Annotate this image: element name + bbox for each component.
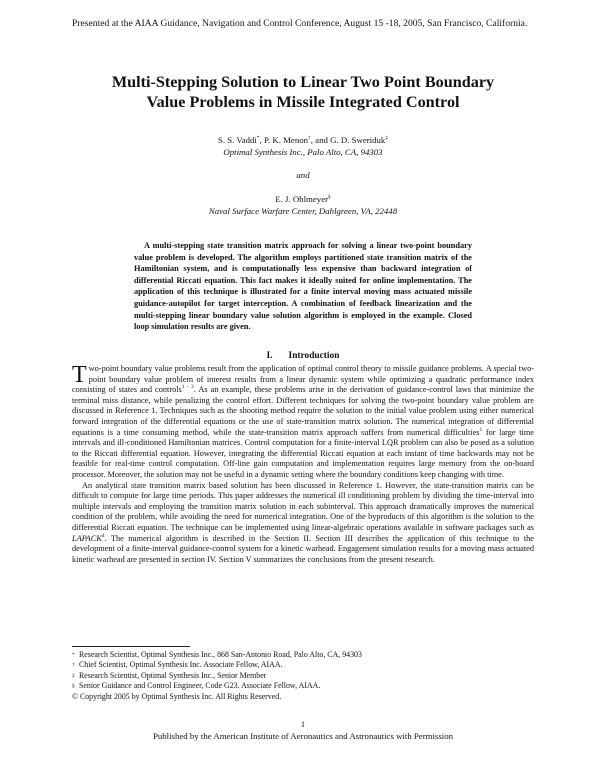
- author-block-2: [72, 193, 534, 217]
- author-vaddi: S. S. Vaddi: [217, 135, 257, 145]
- footnote-4: [72, 681, 534, 691]
- footnote-mark: ‡: [72, 672, 75, 679]
- author-mark: †: [308, 135, 311, 142]
- paragraph-text: for large time intervals and ill-conditioned Hamiltonian matrices. Control computation for a finite-interval LQR problem can also be posed as a solution to the Riccati differential equation. However, integrating the differential Riccati equation at each instant of time backwards may not be feasible for real-time control computation. Off-line gain computation and implementation requires large memory from the on-board processor. Moreover, the solution may not be useful in a dynamic setting where the boundary conditions keep changing with time.: [72, 427, 534, 479]
- publisher-line: Published by the American Institute of Aeronautics and Astronautics with Permission: [152, 731, 454, 741]
- section-title: Introduction: [288, 351, 340, 361]
- introduction-body: [72, 364, 534, 565]
- abstract: [134, 240, 472, 333]
- paragraph-2: [72, 481, 534, 566]
- paper-title: [72, 73, 534, 112]
- author-names: [72, 193, 534, 205]
- footnote-text: Research Scientist, Optimal Synthesis Inc., 868 San-Antonio Road, Palo Alto, CA, 94303: [79, 650, 362, 659]
- author-mark: §: [328, 194, 331, 201]
- conference-header: Presented at the AIAA Guidance, Navigation and Control Conference, August 15 -18, 2005, San Francisco, California.: [72, 18, 528, 29]
- author-ohlmeyer: E. J. Ohlmeyer: [275, 194, 329, 204]
- author-conjunction: and: [296, 170, 310, 180]
- footnote-mark: §: [72, 683, 75, 690]
- section-number: I.: [266, 351, 273, 361]
- footnote-text: Senior Guidance and Control Engineer, Code G23. Associate Fellow, AIAA.: [79, 681, 321, 691]
- abstract-text: A multi-stepping state transition matrix approach for solving a linear two-point boundary value problem is developed. The algorithm employs partitioned state transition matrix of the Hamiltonian system, and is computationally less expensive than backward integration of differential Riccati equation. This fact makes it ideally suited for online implementation. The application of this technique is illustrated for a finite interval moving mass actuated missile guidance-autopilot for target interception. A combination of feedback linearization and the multi-stepping linear boundary value solution algorithm is employed in the example. Closed loop simulation results are given.: [134, 241, 472, 332]
- footnote-mark: †: [72, 662, 75, 669]
- footnote-mark: *: [72, 652, 75, 658]
- author-sweriduk: G. D. Sweriduk: [330, 135, 386, 145]
- footnote-divider: [72, 646, 190, 647]
- section-heading-introduction: [72, 351, 534, 361]
- paragraph-text: wo-point boundary value problems result from the application of optimal control theory to missile guidance problems. A special two-point boundary value problem of interest results from a linear dynamic system while optimizing a quadratic performance index consisting of states and controls: [72, 364, 534, 395]
- author-block-1: [72, 134, 534, 158]
- footnote-text: Research Scientist, Optimal Synthesis Inc., Senior Member: [79, 670, 267, 680]
- author-separator: , and: [310, 135, 331, 145]
- author-mark: *: [256, 135, 260, 142]
- paragraph-text: An analytical state transition matrix based solution has been discussed in Reference 1. However, the state-transition matrix can be difficult to compute for large time periods. This paper addresses the numerical ill conditioning problem by dividing the time-interval into multiple intervals and employing the transition matrix solution in each subinterval. This approach dramatically improves the numerical condition of the problem, while avoiding the need for numerical integration. One of the byproducts of this algorithm is the solution to the differential Riccati equation. The technique can be implemented using linear-algebraic operations available in software packages such as: [72, 480, 534, 532]
- footnote-2: [72, 660, 534, 670]
- page-number: 1: [300, 719, 306, 729]
- title-line-1: Multi-Stepping Solution to Linear Two Point Boundary: [111, 73, 495, 91]
- paragraph-text: . The numerical algorithm is described in the Section II. Section III describes the application of this technique to the development of a finite-interval guidance-control system for a kinetic warhead. Engagement simulation results for a moving mass actuated kinetic warhead are presented in section IV. Section V summarizes the conclusions from the present research.: [72, 533, 534, 564]
- drop-cap: T: [72, 362, 87, 388]
- footnote-1: [72, 650, 534, 660]
- footnote-3: [72, 671, 534, 681]
- paragraph-text: . As an example, these problems arise in the derivation of guidance-control laws that minimize the terminal miss distance, while penalizing the control effort. Different techniques for solving the two-point boundary value problem are discussed in Reference 1. Techniques such as the shooting method require the solution to the initial value problem using either numerical forward integration of the differential equations or the use of state-transition matrix solution. The numerical integration of differential equations is a time consuming method, while the state-transition matrix approach suffers from numerical difficulties: [72, 385, 534, 437]
- affiliation-nswc: Naval Surface Warfare Center, Dahlgreen, VA, 22448: [208, 206, 398, 217]
- author-separator: ,: [259, 135, 265, 145]
- copyright-line: © Copyright 2005 by Optimal Synthesis Inc. All Rights Reserved.: [72, 691, 282, 701]
- paragraph-1: [72, 364, 534, 481]
- reference-mark: 4: [101, 532, 105, 539]
- affiliation-optimal-synthesis: Optimal Synthesis Inc., Palo Alto, CA, 94303: [223, 147, 383, 158]
- footnote-text: Chief Scientist, Optimal Synthesis Inc. Associate Fellow, AIAA.: [79, 660, 283, 670]
- reference-mark: 1: [479, 426, 483, 433]
- reference-mark: 1 - 3: [181, 384, 194, 391]
- author-mark: ‡: [385, 135, 389, 142]
- lapack-term: LAPACK: [72, 533, 102, 543]
- footnotes: [72, 650, 534, 702]
- title-line-2: Value Problems in Missile Integrated Control: [146, 92, 460, 111]
- author-names: [72, 134, 534, 146]
- author-menon: P. K. Menon: [264, 135, 309, 145]
